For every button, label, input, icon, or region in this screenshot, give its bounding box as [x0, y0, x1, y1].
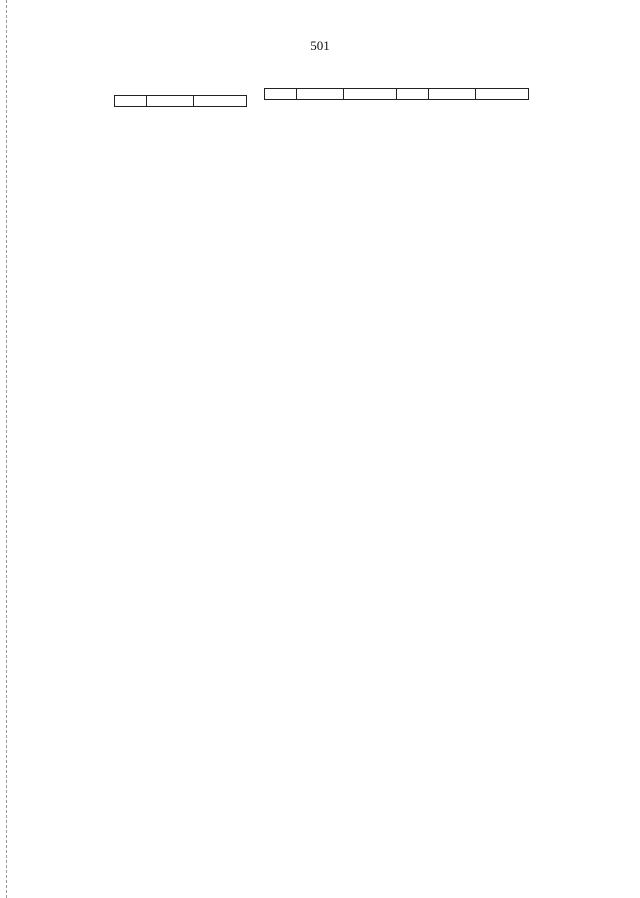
header-y [344, 89, 397, 100]
header-number [397, 89, 429, 100]
header-x [429, 89, 476, 100]
table-header-row [265, 89, 529, 100]
header-number [115, 96, 147, 107]
table-header-row [115, 96, 247, 107]
coordinates-table-right [264, 88, 529, 100]
coordinates-table-left [114, 95, 247, 107]
header-y [194, 96, 247, 107]
header-number [265, 89, 297, 100]
header-x [297, 89, 344, 100]
scan-edge [6, 0, 7, 898]
header-y [476, 89, 529, 100]
header-x [147, 96, 194, 107]
page-number: 501 [310, 38, 330, 53]
